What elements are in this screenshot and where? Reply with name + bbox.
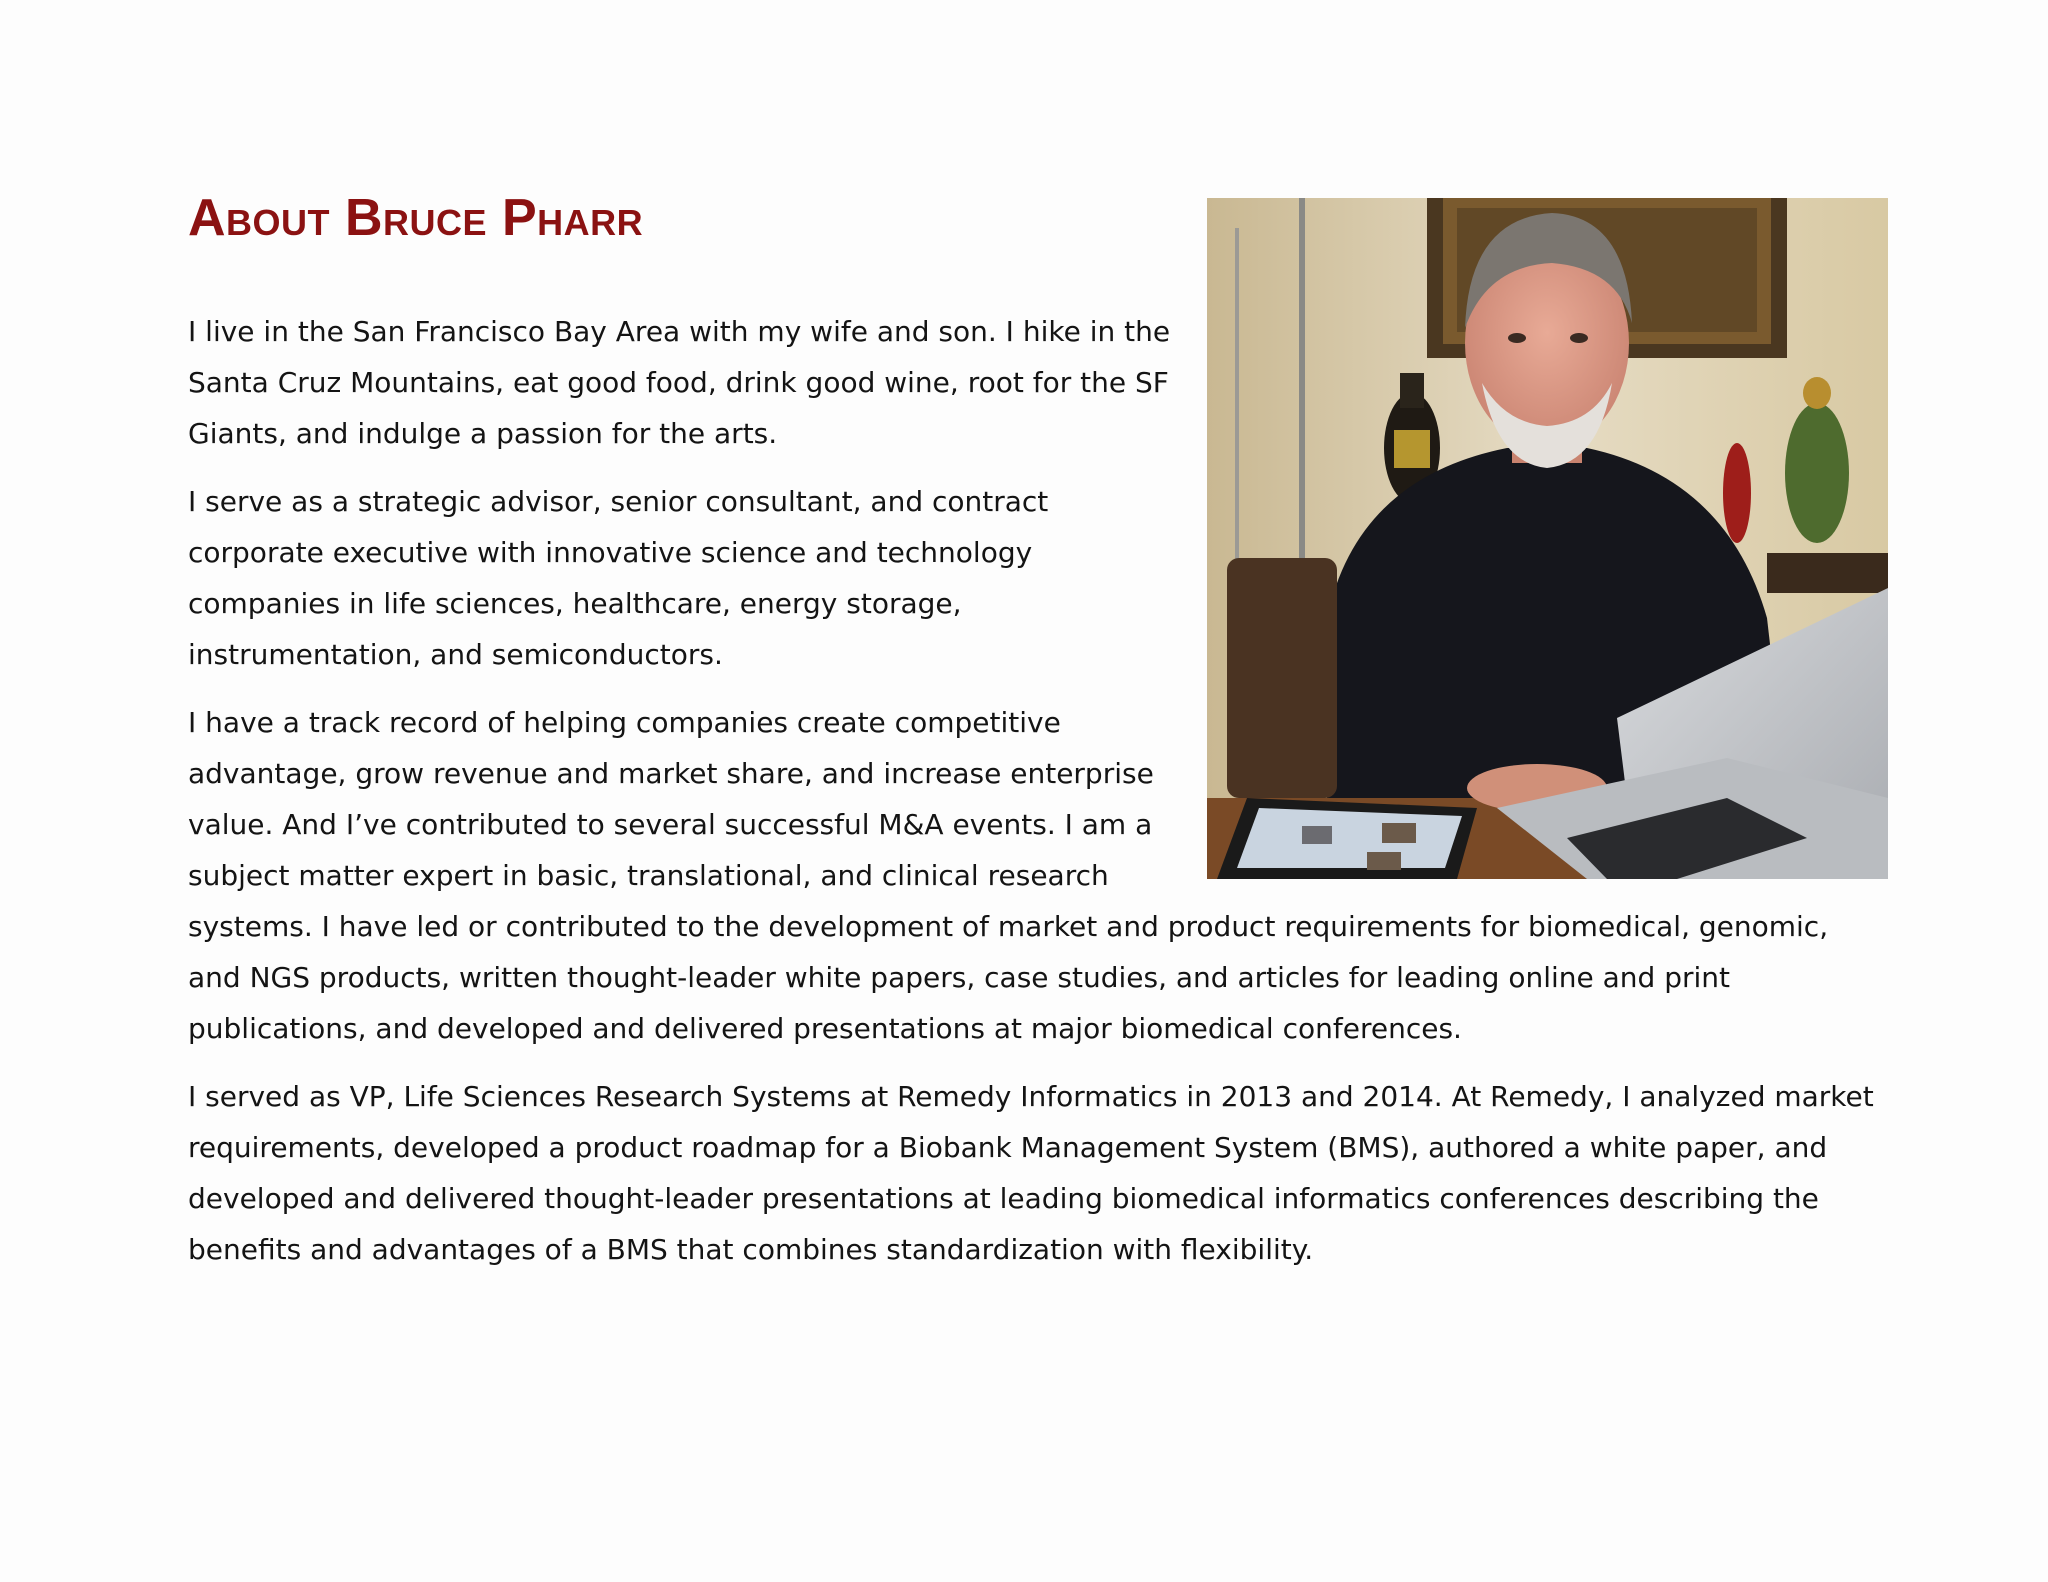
portrait-photo: [1207, 198, 1888, 879]
about-section: [188, 178, 1888, 1292]
bio-paragraph-1: I live in the San Francisco Bay Area with my wife and son. I hike in the Santa Cruz Mountains, eat good food, drink good wine, root for the SF Giants, and indulge a passion for the arts.: [188, 315, 1171, 450]
bio-paragraph-2: I serve as a strategic advisor, senior consultant, and contract corporate executive with innovative science and technology companies in life sciences, healthcare, energy storage, instrumentation, and semiconductors.: [188, 485, 1049, 671]
bio-paragraph-3: I have a track record of helping companies create competitive advantage, grow revenue and market share, and increase enterprise value. And I’ve contributed to several successful M&A events. I am a subject matter expert in basic, translational, and clinical research systems. I have led or contributed to the development of market and product requirements for biomedical, genomic, and NGS products, written thought-leader white papers, case studies, and articles for leading online and print publications, and developed and delivered presentations at major biomedical conferences.: [188, 706, 1829, 1045]
bio-paragraph-4: I served as VP, Life Sciences Research Systems at Remedy Informatics in 2013 and 2014. At Remedy, I analyzed market requirements, developed a product roadmap for a Biobank Management System (BMS), authored a white paper, and developed and delivered thought-leader presentations at leading biomedical informatics conferences describing the benefits and advantages of a BMS that combines standardization with flexibility.: [188, 1080, 1874, 1266]
page-title: About Bruce Pharr: [188, 189, 644, 247]
